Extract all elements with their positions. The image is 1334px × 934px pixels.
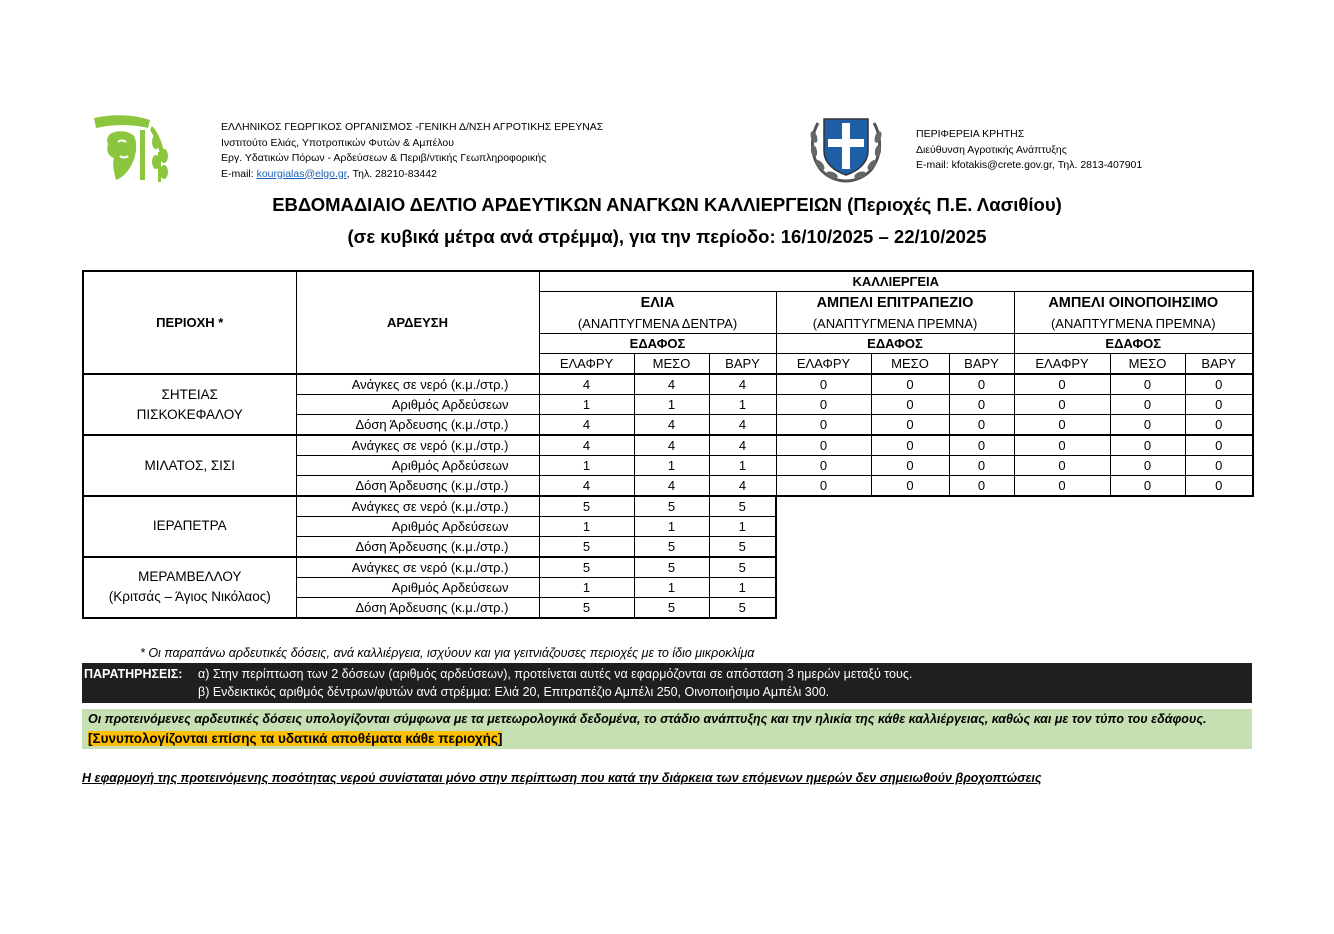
soil-medium: ΜΕΣΟ [871,354,949,374]
region-contact: E-mail: kfotakis@crete.gov.gr, Τηλ. 2813-407901 [916,159,1143,171]
greek-coat-of-arms-icon [806,113,886,185]
value-cell: 0 [1110,435,1185,455]
irrigation-row-label: Αριθμός Αρδεύσεων [296,516,539,536]
value-cell: 0 [776,435,871,455]
empty-cell [776,557,1253,577]
region-name-line1: ΣΗΤΕΙΑΣ [161,386,218,402]
value-cell: 5 [539,537,634,557]
irrigation-row-label: Ανάγκες σε νερό (κ.μ./στρ.) [296,374,539,394]
table-row [83,374,1253,394]
soil-medium: ΜΕΣΟ [1110,354,1185,374]
methodology-highlight: [Συνυπολογίζονται επίσης τα υδατικά αποθέματα κάθε περιοχής] [88,731,503,746]
methodology-text: Οι προτεινόμενες αρδευτικές δόσεις υπολογίζονται σύμφωνα με τα μετεωρολογικά δεδομένα, το στάδιο ανάπτυξης και την ηλικία της κάθε καλλιέργειας, καθώς και με τον τύπο του εδάφους. [88,712,1207,726]
region-name-line1: ΜΙΛΑΤΟΣ, ΣΙΣΙ [144,457,236,473]
value-cell: 0 [1014,374,1110,394]
irrigation-row-label: Ανάγκες σε νερό (κ.μ./στρ.) [296,435,539,455]
elgo-phone: , Τηλ. 28210-83442 [346,167,437,180]
region-name-line2: ΠΙΣΚΟΚΕΦΑΛΟΥ [136,406,243,422]
value-cell: 4 [634,435,709,455]
soil-light: ΕΛΑΦΡΥ [539,354,634,374]
value-cell: 5 [634,597,709,617]
value-cell: 0 [776,374,871,394]
value-cell: 0 [1014,476,1110,496]
remarks-box [82,663,1252,703]
elgo-contact-block [221,120,603,182]
value-cell: 4 [634,374,709,394]
value-cell: 0 [1185,435,1253,455]
value-cell: 5 [634,496,709,516]
soil-header-wine-grape: ΕΔΑΦΟΣ [1014,334,1253,354]
region-name-cell [83,374,296,435]
value-cell: 0 [949,476,1014,496]
soil-header-table-grape: ΕΔΑΦΟΣ [776,334,1014,354]
value-cell: 0 [1014,455,1110,475]
value-cell: 0 [1185,374,1253,394]
value-cell: 1 [539,455,634,475]
crop-name-olive: ΕΛΙΑ [539,291,776,313]
irrigation-row-label: Δόση Άρδευσης (κ.μ./στρ.) [296,537,539,557]
value-cell: 1 [634,394,709,414]
value-cell: 1 [539,516,634,536]
elgo-institute: Ινστιτούτο Ελιάς, Υποτροπικών Φυτών & Αμπέλου [221,136,454,149]
value-cell: 0 [776,476,871,496]
elgo-logo-icon [92,112,184,184]
value-cell: 1 [539,577,634,597]
bulletin-subtitle: (σε κυβικά μέτρα ανά στρέμμα), για την περίοδο: 16/10/2025 – 22/10/2025 [347,226,987,247]
value-cell: 5 [709,496,776,516]
value-cell: 5 [709,557,776,577]
remark-a: α) Στην περίπτωση των 2 δόσεων (αριθμός αρδεύσεων), προτείνεται αυτές να εφαρμόζονται σε απόσταση 3 ημερών μεταξύ τους. [198,667,913,681]
soil-heavy: ΒΑΡΥ [949,354,1014,374]
value-cell: 0 [776,455,871,475]
value-cell: 0 [776,415,871,435]
value-cell: 1 [709,516,776,536]
empty-cell [776,537,1253,557]
value-cell: 5 [539,597,634,617]
value-cell: 0 [1185,415,1253,435]
region-name-cell [83,496,296,557]
region-name-cell [83,557,296,618]
rain-disclaimer: Η εφαρμογή της προτεινόμενης ποσότητας νερού συνίσταται μόνο στην περίπτωση που κατά την διάρκεια των επόμενων ημερών δεν σημειωθούν βροχοπτώσεις [82,771,1042,785]
irrigation-row-label: Δόση Άρδευσης (κ.μ./στρ.) [296,476,539,496]
soil-heavy: ΒΑΡΥ [1185,354,1253,374]
empty-cell [776,516,1253,536]
value-cell: 0 [776,394,871,414]
empty-cell [776,597,1253,617]
soil-light: ΕΛΑΦΡΥ [1014,354,1110,374]
irrigation-column-header: ΑΡΔΕΥΣΗ [296,271,539,374]
elgo-lab: Εργ. Υδατικών Πόρων - Αρδεύσεων & Περιβ/ντικής Γεωπληροφορικής [221,152,547,164]
crop-name-wine-grape: ΑΜΠΕΛΙ ΟΙΝΟΠΟΙΗΣΙΜΟ [1014,291,1253,313]
value-cell: 1 [539,394,634,414]
remarks-label: ΠΑΡΑΤΗΡΗΣΕΙΣ: [84,667,183,681]
crop-sub-wine-grape: (ΑΝΑΠΤΥΓΜΕΝΑ ΠΡΕΜΝΑ) [1014,313,1253,333]
region-name: ΠΕΡΙΦΕΡΕΙΑ ΚΡΗΤΗΣ [916,128,1025,140]
table-row [83,496,1253,516]
crops-header: ΚΑΛΛΙΕΡΓΕΙΑ [539,271,1253,291]
value-cell: 1 [634,577,709,597]
value-cell: 1 [634,516,709,536]
value-cell: 0 [949,455,1014,475]
value-cell: 1 [709,394,776,414]
value-cell: 0 [871,435,949,455]
elgo-email-label: E-mail: [221,167,257,180]
value-cell: 0 [1110,476,1185,496]
value-cell: 0 [1014,415,1110,435]
value-cell: 4 [539,476,634,496]
value-cell: 0 [871,455,949,475]
value-cell: 4 [539,374,634,394]
value-cell: 0 [871,476,949,496]
value-cell: 5 [539,496,634,516]
value-cell: 1 [709,455,776,475]
value-cell: 0 [949,415,1014,435]
region-name-line2: (Κριτσάς – Άγιος Νικόλαος) [108,589,271,605]
elgo-org-name: ΕΛΛΗΝΙΚΟΣ ΓΕΩΡΓΙΚΟΣ ΟΡΓΑΝΙΣΜΟΣ -ΓΕΝΙΚΗ Δ/ΝΣΗ ΑΓΡΟΤΙΚΗΣ ΕΡΕΥΝΑΣ [221,121,604,133]
value-cell: 5 [709,597,776,617]
value-cell: 0 [1185,394,1253,414]
value-cell: 5 [634,537,709,557]
soil-heavy: ΒΑΡΥ [709,354,776,374]
irrigation-row-label: Ανάγκες σε νερό (κ.μ./στρ.) [296,496,539,516]
value-cell: 0 [1110,415,1185,435]
value-cell: 4 [709,374,776,394]
value-cell: 0 [1185,455,1253,475]
elgo-contact-line [221,167,603,183]
soil-medium: ΜΕΣΟ [634,354,709,374]
elgo-email-link[interactable]: kourgialas@elgo.gr [256,167,347,180]
value-cell: 5 [539,557,634,577]
value-cell: 0 [1110,394,1185,414]
region-name-cell [83,435,296,496]
empty-cell [776,496,1253,516]
table-row [83,435,1253,455]
region-contact-block [916,127,1142,174]
value-cell: 0 [949,394,1014,414]
value-cell: 4 [709,476,776,496]
value-cell: 0 [1110,455,1185,475]
table-row [83,557,1253,577]
value-cell: 4 [634,415,709,435]
value-cell: 0 [871,394,949,414]
methodology-box [82,709,1252,749]
irrigation-row-label: Δόση Άρδευσης (κ.μ./στρ.) [296,597,539,617]
value-cell: 0 [949,374,1014,394]
soil-light: ΕΛΑΦΡΥ [776,354,871,374]
value-cell: 4 [634,476,709,496]
crop-name-table-grape: ΑΜΠΕΛΙ ΕΠΙΤΡΑΠΕΖΙΟ [776,291,1014,313]
irrigation-row-label: Αριθμός Αρδεύσεων [296,394,539,414]
value-cell: 0 [1185,476,1253,496]
value-cell: 0 [1110,374,1185,394]
remark-b: β) Ενδεικτικός αριθμός δέντρων/φυτών ανά στρέμμα: Ελιά 20, Επιτραπέζιο Αμπέλι 250, Οινοποιήσιμο Αμπέλι 300. [198,685,830,699]
bulletin-title: ΕΒΔΟΜΑΔΙΑΙΟ ΔΕΛΤΙΟ ΑΡΔΕΥΤΙΚΩΝ ΑΝΑΓΚΩΝ ΚΑΛΛΙΕΡΓΕΙΩΝ (Περιοχές Π.Ε. Λασιθίου) [272,194,1062,215]
region-column-header: ΠΕΡΙΟΧΗ * [83,271,296,374]
irrigation-row-label: Αριθμός Αρδεύσεων [296,455,539,475]
value-cell: 4 [539,415,634,435]
soil-header-olive: ΕΔΑΦΟΣ [539,334,776,354]
region-name-line1: ΙΕΡΑΠΕΤΡΑ [152,518,227,534]
irrigation-row-label: Ανάγκες σε νερό (κ.μ./στρ.) [296,557,539,577]
value-cell: 0 [871,374,949,394]
empty-cell [776,577,1253,597]
value-cell: 1 [709,577,776,597]
value-cell: 4 [709,435,776,455]
value-cell: 4 [709,415,776,435]
value-cell: 0 [1014,435,1110,455]
crop-sub-olive: (ΑΝΑΠΤΥΓΜΕΝΑ ΔΕΝΤΡΑ) [539,313,776,333]
footnote: * Οι παραπάνω αρδευτικές δόσεις, ανά καλλιέργεια, ισχύουν και για γειτνιάζουσες περιοχές με το ίδιο μικροκλίμα [140,646,755,660]
region-name-line1: ΜΕΡΑΜΒΕΛΛΟΥ [138,569,242,585]
value-cell: 5 [634,557,709,577]
value-cell: 0 [949,435,1014,455]
irrigation-row-label: Αριθμός Αρδεύσεων [296,577,539,597]
irrigation-table [82,270,1254,619]
value-cell: 4 [539,435,634,455]
region-directorate: Διεύθυνση Αγροτικής Ανάπτυξης [916,143,1067,156]
value-cell: 5 [709,537,776,557]
irrigation-row-label: Δόση Άρδευσης (κ.μ./στρ.) [296,415,539,435]
crop-sub-table-grape: (ΑΝΑΠΤΥΓΜΕΝΑ ΠΡΕΜΝΑ) [776,313,1014,333]
value-cell: 1 [634,455,709,475]
value-cell: 0 [1014,394,1110,414]
value-cell: 0 [871,415,949,435]
